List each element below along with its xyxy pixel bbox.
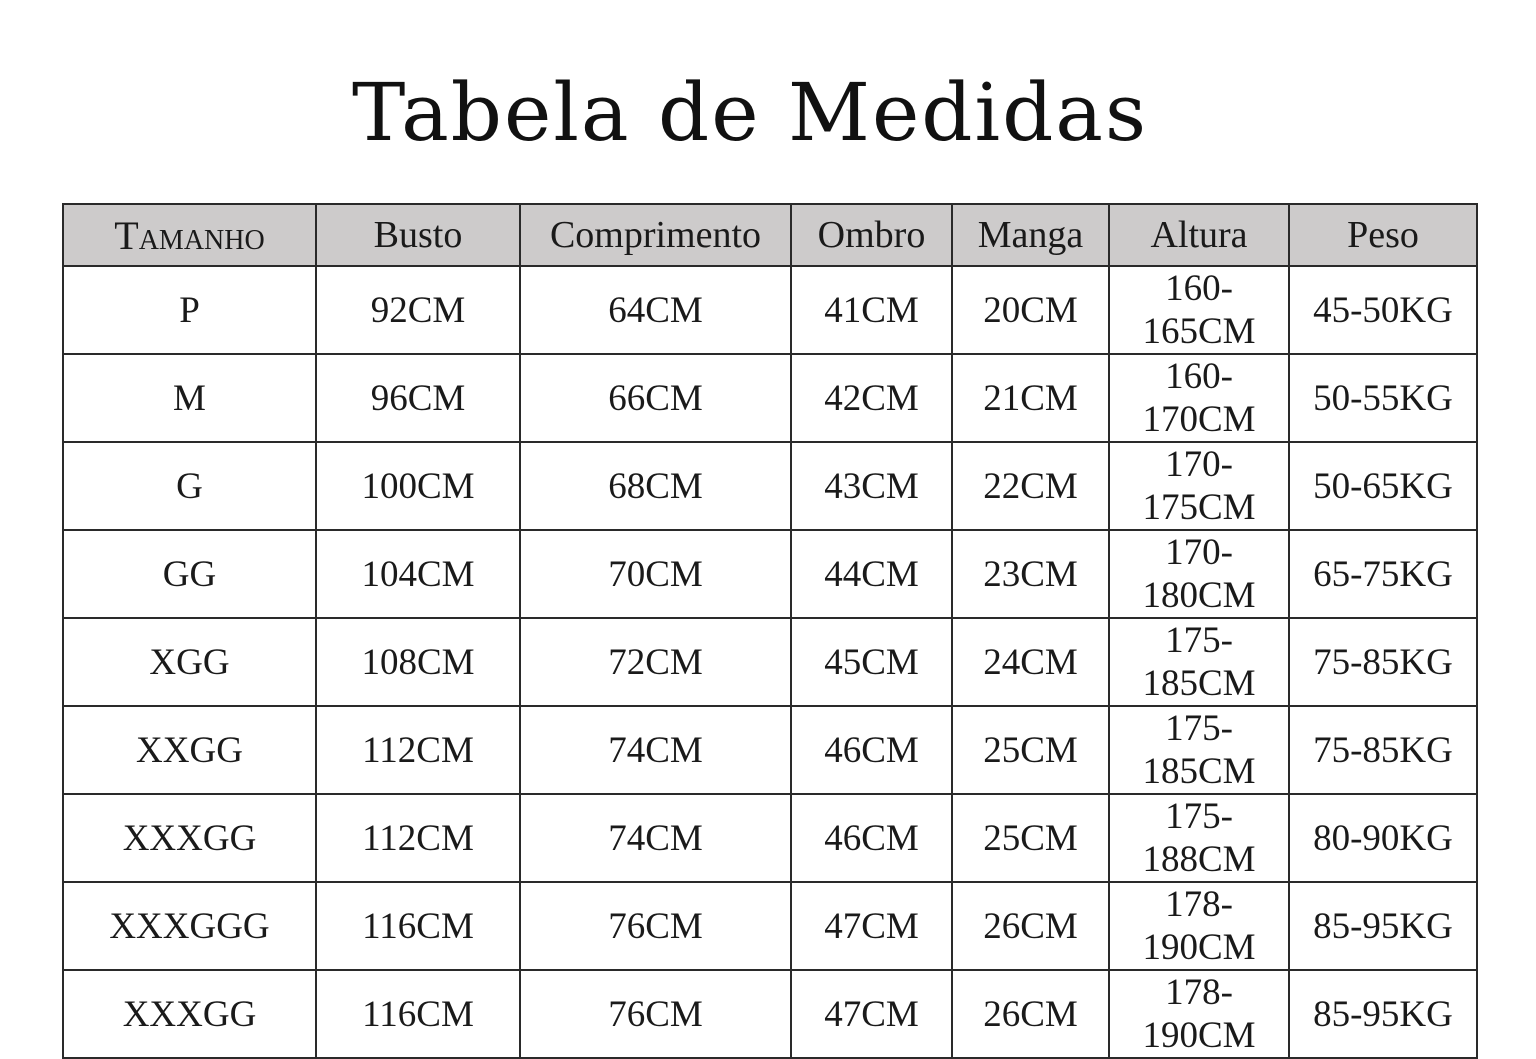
cell-ombro: 43CM: [791, 442, 952, 530]
cell-tamanho: XGG: [63, 618, 316, 706]
cell-manga: 25CM: [952, 706, 1109, 794]
table-row: [63, 354, 1477, 442]
column-header-busto: Busto: [316, 204, 520, 266]
cell-altura: 175-188CM: [1109, 794, 1289, 882]
cell-peso: 75-85KG: [1289, 706, 1477, 794]
cell-tamanho: XXXGGG: [63, 882, 316, 970]
cell-altura: 178-190CM: [1109, 882, 1289, 970]
cell-peso: 75-85KG: [1289, 618, 1477, 706]
cell-busto: 92CM: [316, 266, 520, 354]
cell-altura: 175-185CM: [1109, 706, 1289, 794]
cell-comprimento: 68CM: [520, 442, 791, 530]
cell-ombro: 42CM: [791, 354, 952, 442]
column-header-altura: Altura: [1109, 204, 1289, 266]
cell-manga: 26CM: [952, 970, 1109, 1058]
cell-peso: 85-95KG: [1289, 970, 1477, 1058]
table-row: [63, 266, 1477, 354]
cell-manga: 22CM: [952, 442, 1109, 530]
cell-altura: 178-190CM: [1109, 970, 1289, 1058]
cell-altura: 170-175CM: [1109, 442, 1289, 530]
cell-busto: 112CM: [316, 794, 520, 882]
cell-ombro: 41CM: [791, 266, 952, 354]
cell-manga: 26CM: [952, 882, 1109, 970]
table-header-row: [63, 204, 1477, 266]
cell-busto: 104CM: [316, 530, 520, 618]
cell-manga: 23CM: [952, 530, 1109, 618]
cell-altura: 160-165CM: [1109, 266, 1289, 354]
cell-manga: 24CM: [952, 618, 1109, 706]
table-row: [63, 706, 1477, 794]
cell-tamanho: XXXGG: [63, 794, 316, 882]
cell-peso: 85-95KG: [1289, 882, 1477, 970]
cell-manga: 25CM: [952, 794, 1109, 882]
column-header-manga: Manga: [952, 204, 1109, 266]
cell-comprimento: 76CM: [520, 970, 791, 1058]
cell-busto: 116CM: [316, 970, 520, 1058]
cell-comprimento: 66CM: [520, 354, 791, 442]
cell-tamanho: P: [63, 266, 316, 354]
column-header-peso: Peso: [1289, 204, 1477, 266]
table-row: [63, 618, 1477, 706]
table-row: [63, 882, 1477, 970]
cell-ombro: 47CM: [791, 970, 952, 1058]
table-row: [63, 794, 1477, 882]
cell-altura: 170-180CM: [1109, 530, 1289, 618]
table-row: [63, 970, 1477, 1058]
cell-busto: 108CM: [316, 618, 520, 706]
cell-ombro: 45CM: [791, 618, 952, 706]
cell-busto: 112CM: [316, 706, 520, 794]
cell-ombro: 47CM: [791, 882, 952, 970]
cell-ombro: 46CM: [791, 794, 952, 882]
cell-busto: 116CM: [316, 882, 520, 970]
cell-comprimento: 74CM: [520, 794, 791, 882]
cell-ombro: 46CM: [791, 706, 952, 794]
cell-tamanho: M: [63, 354, 316, 442]
table-row: [63, 442, 1477, 530]
column-header-ombro: Ombro: [791, 204, 952, 266]
cell-comprimento: 64CM: [520, 266, 791, 354]
cell-tamanho: G: [63, 442, 316, 530]
cell-comprimento: 72CM: [520, 618, 791, 706]
table-row: [63, 530, 1477, 618]
cell-tamanho: GG: [63, 530, 316, 618]
cell-comprimento: 70CM: [520, 530, 791, 618]
cell-comprimento: 76CM: [520, 882, 791, 970]
cell-comprimento: 74CM: [520, 706, 791, 794]
column-header-tamanho: Tamanho: [63, 204, 316, 266]
cell-tamanho: XXXGG: [63, 970, 316, 1058]
cell-peso: 80-90KG: [1289, 794, 1477, 882]
cell-peso: 65-75KG: [1289, 530, 1477, 618]
cell-busto: 96CM: [316, 354, 520, 442]
page-title: Tabela de Medidas: [351, 66, 1149, 159]
cell-busto: 100CM: [316, 442, 520, 530]
cell-peso: 50-65KG: [1289, 442, 1477, 530]
cell-manga: 20CM: [952, 266, 1109, 354]
size-chart-table: [62, 203, 1478, 1059]
cell-ombro: 44CM: [791, 530, 952, 618]
cell-peso: 45-50KG: [1289, 266, 1477, 354]
cell-tamanho: XXGG: [63, 706, 316, 794]
cell-peso: 50-55KG: [1289, 354, 1477, 442]
cell-altura: 175-185CM: [1109, 618, 1289, 706]
cell-manga: 21CM: [952, 354, 1109, 442]
cell-altura: 160-170CM: [1109, 354, 1289, 442]
column-header-comprimento: Comprimento: [520, 204, 791, 266]
